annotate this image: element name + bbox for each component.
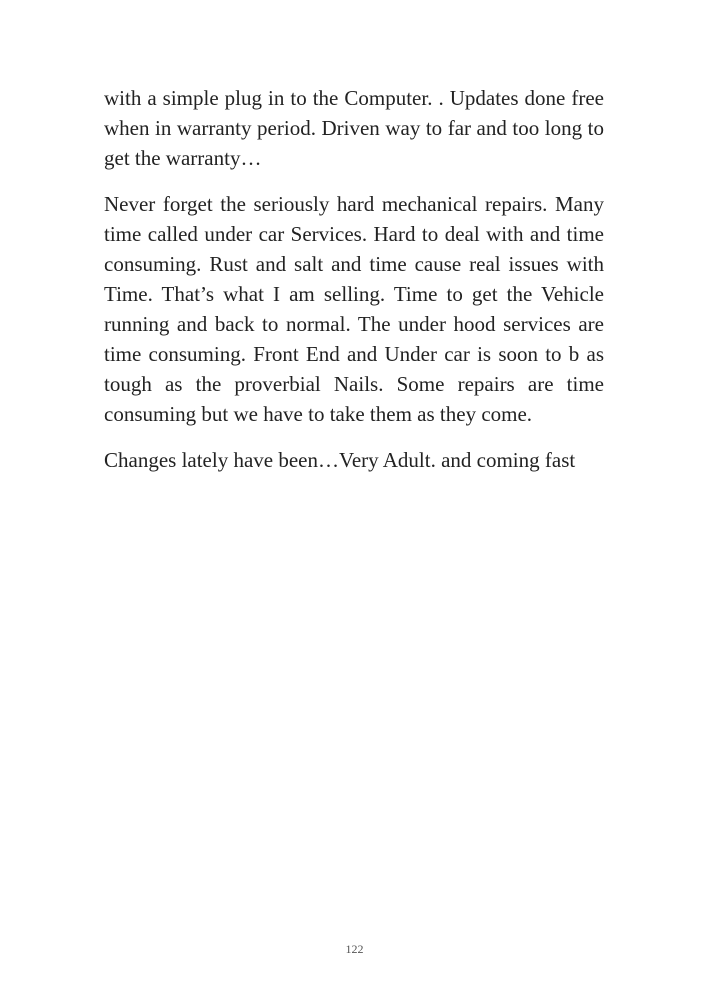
paragraph: Changes lately have been…Very Adult. and coming fast xyxy=(104,448,576,472)
page-number: 122 xyxy=(345,942,364,956)
paragraph: Never forget the seriously hard mechanical repairs. Many time called under car Services. Hard to deal with and time consuming. Rust and salt and time cause real issues with Time. That’s what I am selling. Time to get the Vehicle running and back to normal. The under hood services are time consuming. Front End and Under car is soon to b as tough as the proverbial Nails. Some repairs are time consuming but we have to take them as they come. xyxy=(104,192,604,426)
paragraph: with a simple plug in to the Computer. . Updates done free when in warranty period. Driven way to far and too long to get the warranty… xyxy=(104,86,604,170)
body-text xyxy=(104,83,604,491)
